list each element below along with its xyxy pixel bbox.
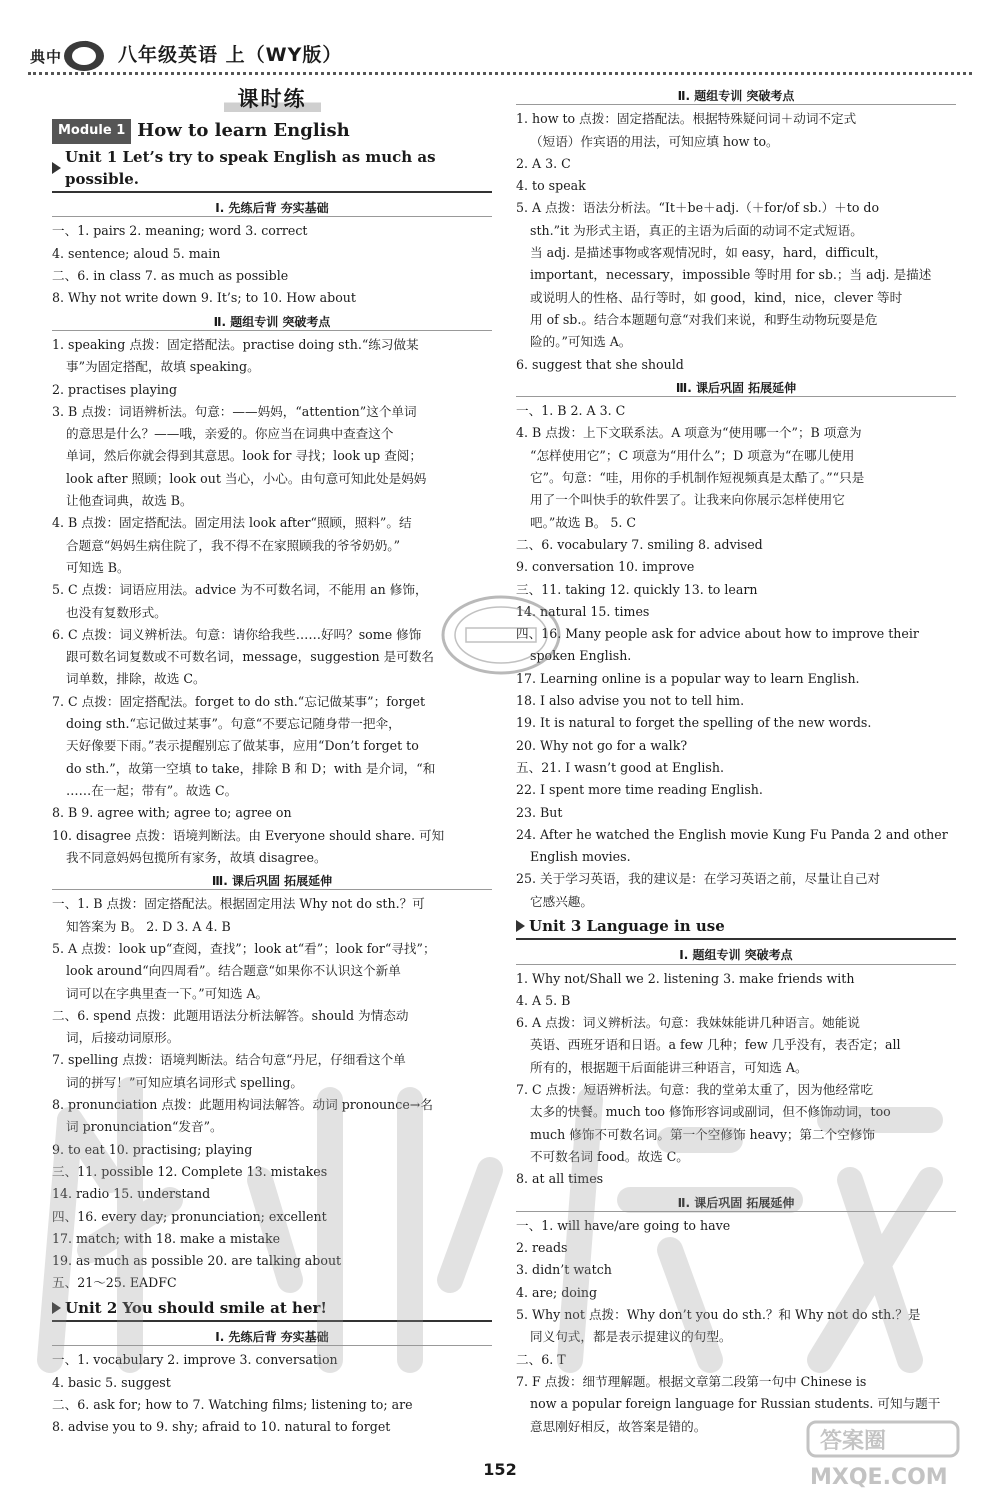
answer-line-continuation: sth.”it 为形式主语，真正的主语为后面的动词不定式短语。 [530, 222, 863, 238]
answer-line: 二、6. ask for; how to 7. Watching films; listening to; are [52, 1396, 413, 1412]
answer-line: 14. natural 15. times [516, 603, 650, 619]
unit-title: Unit 2 You should smile at her! [65, 1298, 327, 1317]
answer-line: 9. to eat 10. practising; playing [52, 1141, 253, 1157]
answer-line: 25. 关于学习英语，我的建议是：在学习英语之前，尽量让自己对 [516, 871, 881, 887]
answer-line-continuation: 词，后接动词原形。 [66, 1030, 180, 1046]
answer-line-continuation: 当 adj. 是描述事物或客观情况时，如 easy，hard，difficult， [530, 245, 888, 261]
answer-line-continuation: 它”。句意：“哇，用你的手机制作短视频真是太酷了。”“只是 [530, 470, 865, 486]
unit-heading [52, 146, 492, 194]
lesson-title: 课时练 [224, 88, 321, 112]
answer-line-continuation: 吧。”故选 B。 5. C [530, 514, 637, 530]
answer-line: 8. advise you to 9. shy; afraid to 10. natural to forget [52, 1419, 391, 1435]
answer-line-continuation: 词的拼写！”可知应填名词形式 spelling。 [66, 1074, 303, 1090]
answer-line-continuation: 同义句式，都是表示提建议的句型。 [530, 1329, 732, 1345]
svg-text:答案圈: 答案圈 [820, 1429, 887, 1454]
answer-line: 8. B 9. agree with; agree to; agree on [52, 805, 292, 821]
answer-line: 4. to speak [516, 178, 586, 194]
section-heading: Ⅰ. 题组专训 突破考点 [516, 944, 956, 966]
answer-line: 4. B 点拨：固定搭配法。固定用法 look after“照顾，照料”。结 [52, 515, 412, 531]
answer-line-continuation: 让他查词典，故选 B。 [66, 493, 193, 509]
svg-text:MXQE.COM: MXQE.COM [810, 1465, 948, 1490]
answer-line: 17. Learning online is a popular way to learn English. [516, 670, 860, 686]
answer-line: 4. A 5. B [516, 992, 571, 1008]
answer-line-continuation: 知答案为 B。 2. D 3. A 4. B [66, 918, 231, 934]
answer-line: 7. C 点拨：固定搭配法。forget to do sth.“忘记做某事”；forget [52, 693, 426, 709]
answer-line: 9. conversation 10. improve [516, 559, 695, 575]
answer-line: 24. After he watched the English movie Kung Fu Panda 2 and other [516, 826, 948, 842]
brand-logo-icon [28, 34, 108, 74]
answer-line-continuation: 事”为固定搭配，故填 speaking。 [66, 359, 260, 375]
answer-line-continuation: important，necessary，impossible 等时用 for sb.；当 adj. 是描述 [530, 267, 932, 283]
answer-line: 19. as much as possible 20. are talking about [52, 1253, 342, 1269]
answer-line-continuation: 可知选 B。 [66, 559, 130, 575]
section-heading: Ⅰ. 先练后背 夯实基础 [52, 1326, 492, 1348]
answer-line: 4. sentence; aloud 5. main [52, 245, 221, 261]
answer-line: 四、16. Many people ask for advice about how to improve their [516, 626, 919, 642]
module-heading [52, 119, 492, 143]
section-heading: Ⅰ. 先练后背 夯实基础 [52, 197, 492, 219]
answer-line-continuation: 单词，然后你就会得到其意思。look for 寻找；look up 查阅； [66, 448, 422, 464]
site-watermark-logo-icon [790, 1420, 980, 1490]
lesson-title-container [52, 88, 492, 113]
answer-line: 3. B 点拨：词语辨析法。句意：——妈妈，“attention”这个单词 [52, 403, 417, 419]
answer-line-continuation: 我不同意妈妈包揽所有家务，故填 disagree。 [66, 849, 327, 865]
answer-line-continuation: doing sth.“忘记做过某事”。句意“不要忘记随身带一把伞， [66, 716, 401, 732]
answer-line: 6. A 点拨：词义辨析法。句意：我妹妹能讲几种语言。她能说 [516, 1015, 860, 1031]
answer-line: 20. Why not go for a walk? [516, 737, 688, 753]
answer-line: 4. are; doing [516, 1284, 598, 1300]
answer-line: 4. B 点拨：上下文联系法。A 项意为“使用哪一个”；B 项意为 [516, 425, 862, 441]
answer-line: 1. speaking 点拨：固定搭配法。practise doing sth.“练习做某 [52, 336, 419, 352]
answer-line: 14. radio 15. understand [52, 1186, 211, 1202]
unit-heading [516, 915, 956, 940]
answer-line: 5. A 点拨：语法分析法。“It＋be＋adj.（＋for/of sb.）＋to do [516, 200, 880, 216]
book-title: 八年级英语 上（WY版） [118, 44, 343, 66]
answer-line: 8. at all times [516, 1171, 604, 1187]
unit-title: Unit 1 Let’s try to speak English as much as possible. [65, 147, 436, 188]
svg-text:典: 典 [30, 48, 46, 66]
answer-line: 一、1. B 2. A 3. C [516, 403, 626, 419]
answer-line-continuation: 不可数名词 food。故选 C。 [530, 1148, 689, 1164]
answer-line-continuation: 用了一个叫快手的软件罢了。让我来向你展示怎样使用它 [530, 492, 845, 508]
answer-line: 一、1. vocabulary 2. improve 3. conversation [52, 1352, 338, 1368]
answer-line-continuation: do sth.”，故第一空填 to take，排除 B 和 D；with 是介词，“和 [66, 760, 436, 776]
answer-line: 6. C 点拨：词义辨析法。句意：请你给我些……好吗？some 修饰 [52, 626, 422, 642]
answer-line-continuation: English movies. [530, 849, 631, 865]
answer-line: 一、1. B 点拨：固定搭配法。根据固定用法 Why not do sth.？可 [52, 896, 425, 912]
answer-line: 7. F 点拨：细节理解题。根据文章第二段第一句中 Chinese is [516, 1373, 867, 1389]
section-heading: Ⅱ. 题组专训 突破考点 [52, 311, 492, 333]
answer-line-continuation: 险的。”可知选 A。 [530, 334, 632, 350]
answer-line-continuation: 意思刚好相反，故答案是错的。 [530, 1418, 707, 1434]
answer-line: 1. how to 点拨：固定搭配法。根据特殊疑问词＋动词不定式 [516, 111, 857, 127]
module-title: How to learn English [137, 120, 350, 142]
answer-line-continuation: 词单数，排除，故选 C。 [66, 671, 206, 687]
answer-line: 17. match; with 18. make a mistake [52, 1230, 281, 1246]
answer-line: 4. basic 5. suggest [52, 1374, 171, 1390]
answer-line-continuation: 太多的快餐。much too 修饰形容词或副词，但不修饰动词，too [530, 1104, 891, 1120]
answer-line-continuation: 天好像要下雨。”表示提醒别忘了做某事，应用“Don’t forget to [66, 738, 419, 754]
answer-line: 二、6. vocabulary 7. smiling 8. advised [516, 536, 763, 552]
answer-line: 7. spelling 点拨：语境判断法。结合句意“丹尼，仔细看这个单 [52, 1052, 406, 1068]
answer-line: 1. Why not/Shall we 2. listening 3. make friends with [516, 970, 855, 986]
answer-line-continuation: 或说明人的性格、品行等时，如 good，kind，nice，clever 等时 [530, 289, 903, 305]
answer-line: 二、6. T [516, 1351, 566, 1367]
answer-line: 2. A 3. C [516, 155, 571, 171]
answer-line: 一、1. pairs 2. meaning; word 3. correct [52, 223, 308, 239]
answer-line-continuation: now a popular foreign language for Russian students. 可知与题干 [530, 1396, 941, 1412]
answer-line-continuation: 所有的，根据题干后面能讲三种语言，可知选 A。 [530, 1059, 808, 1075]
stamp-seal-icon [436, 590, 566, 680]
answer-line: 五、21～25. EADFC [52, 1275, 177, 1291]
page-number: 152 [483, 1460, 517, 1479]
answer-line: 10. disagree 点拨：语境判断法。由 Everyone should share. 可知 [52, 827, 445, 843]
answer-line: 23. But [516, 804, 563, 820]
answer-line: 18. I also advise you not to tell him. [516, 693, 745, 709]
answer-line-continuation: 词可以在字典里查一下。”可知选 A。 [66, 985, 269, 1001]
header-divider [28, 72, 972, 75]
answer-line: 22. I spent more time reading English. [516, 782, 763, 798]
answer-line: 二、6. spend 点拨：此题用语法分析法解答。should 为情态动 [52, 1007, 409, 1023]
answer-line: 5. C 点拨：词语应用法。advice 为不可数名词，不能用 an 修饰， [52, 582, 428, 598]
page-header [0, 0, 1000, 86]
answer-line: 三、11. taking 12. quickly 13. to learn [516, 581, 758, 597]
answer-line: 四、16. every day; pronunciation; excellent [52, 1208, 327, 1224]
answer-line: 8. pronunciation 点拨：此题用构词法解答。动词 pronounce→名 [52, 1097, 433, 1113]
answer-line: 5. A 点拨：look up“查阅，查找”；look at“看”；look for“寻找”； [52, 940, 436, 956]
answer-line-continuation: （短语）作宾语的用法，可知应填 how to。 [530, 133, 779, 149]
answer-line-continuation: 用 of sb.。结合本题题句意“对我们来说，和野生动物玩耍是危 [530, 311, 878, 327]
answer-line: 三、11. possible 12. Complete 13. mistakes [52, 1163, 328, 1179]
module-badge: Module 1 [52, 119, 131, 143]
section-heading: Ⅲ. 课后巩固 拓展延伸 [516, 377, 956, 399]
answer-line: 3. didn’t watch [516, 1262, 612, 1278]
answer-line: 2. reads [516, 1240, 568, 1256]
answer-line: 8. Why not write down 9. It’s; to 10. How about [52, 290, 356, 306]
answer-line-continuation: 英语、西班牙语和日语。a few 几种；few 几乎没有，表否定；all [530, 1037, 901, 1053]
answer-line: 一、1. will have/are going to have [516, 1217, 731, 1233]
answer-line-continuation: spoken English. [530, 648, 632, 664]
answer-line: 二、6. in class 7. as much as possible [52, 268, 289, 284]
section-heading: Ⅱ. 题组专训 突破考点 [516, 85, 956, 107]
triangle-bullet-icon [52, 162, 61, 174]
svg-text:中: 中 [46, 48, 62, 66]
answer-line-continuation: 合题意“妈妈生病住院了，我不得不在家照顾我的爷爷奶奶。” [66, 537, 401, 553]
section-heading: Ⅱ. 课后巩固 拓展延伸 [516, 1192, 956, 1214]
answer-line: 2. practises playing [52, 381, 178, 397]
unit-title: Unit 3 Language in use [529, 916, 725, 935]
answer-line-continuation: 它感兴趣。 [530, 893, 593, 909]
answer-line-continuation: “怎样使用它”；C 项意为“用什么”；D 项意为“在哪儿使用 [530, 447, 855, 463]
answer-line-continuation: look after 照顾；look out 当心，小心。由句意可知此处是妈妈 [66, 470, 427, 486]
answer-line-continuation: look around“向四周看”。结合题意“如果你不认识这个新单 [66, 963, 401, 979]
answer-line: 5. Why not 点拨：Why don’t you do sth.？和 Why not do sth.？是 [516, 1307, 921, 1323]
answer-line-continuation: ……在一起；带有”。故选 C。 [66, 782, 238, 798]
answer-line-continuation: 也没有复数形式。 [66, 604, 167, 620]
handwritten-watermark-icon [30, 1060, 970, 1380]
answer-line: 五、21. I wasn’t good at English. [516, 759, 724, 775]
answer-line-continuation: 的意思是什么？——哦，亲爱的。你应当在词典中查查这个 [66, 426, 394, 442]
answer-line: 6. suggest that she should [516, 356, 684, 372]
section-heading: Ⅲ. 课后巩固 拓展延伸 [52, 870, 492, 892]
answer-line: 19. It is natural to forget the spelling of the new words. [516, 715, 872, 731]
answer-line: 7. C 点拨：短语辨析法。句意：我的堂弟太重了，因为他经常吃 [516, 1082, 874, 1098]
answer-line-continuation: much 修饰不可数名词。第一个空修饰 heavy；第二个空修饰 [530, 1126, 875, 1142]
triangle-bullet-icon [516, 920, 525, 932]
answer-line-continuation: 词 pronunciation“发音”。 [66, 1119, 223, 1135]
answer-line-continuation: 跟可数名词复数或不可数名词，message，suggestion 是可数名 [66, 649, 435, 665]
